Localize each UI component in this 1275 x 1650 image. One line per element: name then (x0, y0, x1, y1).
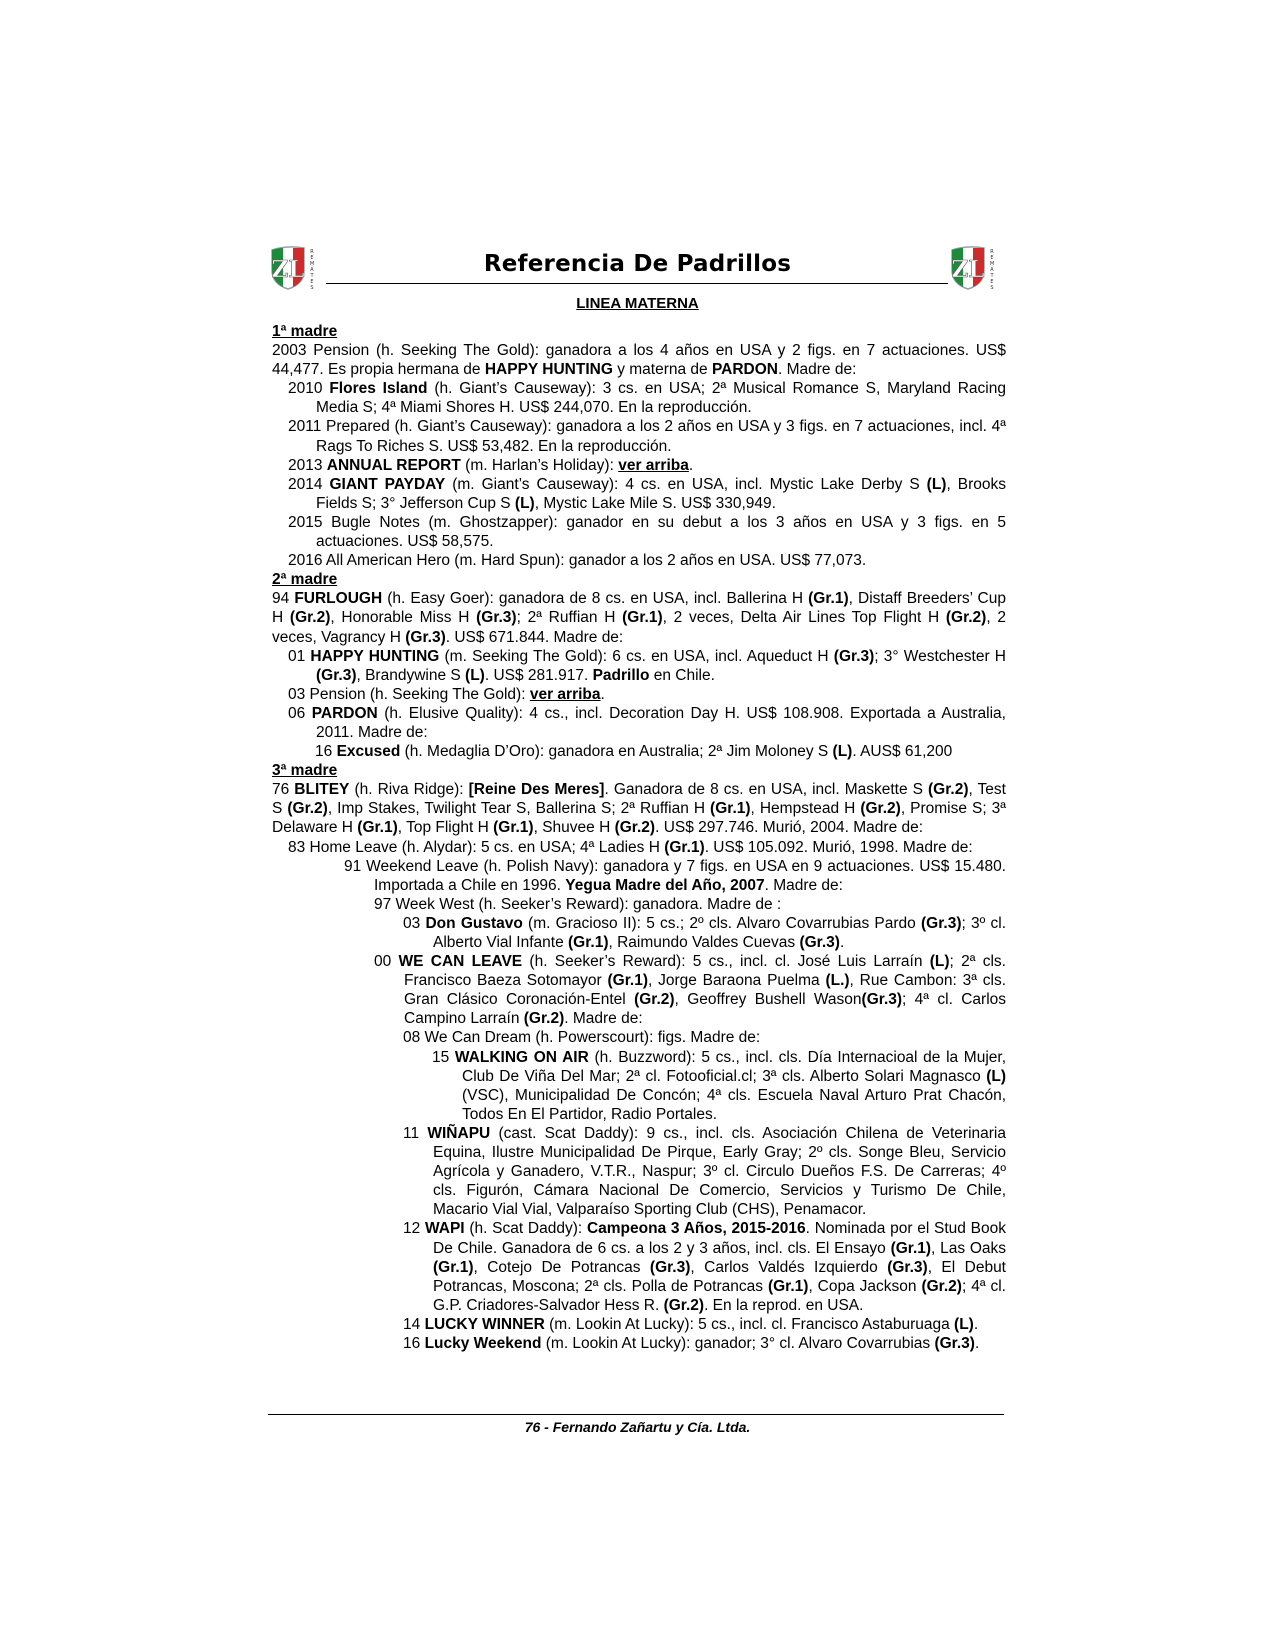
svg-text:R: R (990, 249, 994, 255)
pedigree-entry: 97 Week West (h. Seeker’s Reward): ganadora. Madre de : (374, 895, 782, 913)
pedigree-entry: 15 WALKING ON AIR (h. Buzzword): 5 cs., incl. cls. Día Internacioal de la Mujer, Club De Viña Del Mar; 2ª cl. Fotooficial.cl; 3ª cls. Alberto Solari Magnasco (L) (VSC), Municipalidad De Concón; 4ª cls. Escuela Naval Arturo Prat Chacón, Todos En El Partidor, Radio Portales. (432, 1048, 1006, 1123)
section-subtitle: LINEA MATERNA (576, 295, 699, 312)
svg-text:A: A (310, 267, 314, 273)
pedigree-entry: 2011 Prepared (h. Giant’s Causeway): ganadora a los 2 años en USA y 3 figs. en 7 actuaciones, incl. 4ª Rags To Riches S. US$ 53,482. En la reproducción. (288, 418, 1006, 455)
pedigree-entry: 83 Home Leave (h. Alydar): 5 cs. en USA; 4ª Ladies H (Gr.1). US$ 105.092. Murió, 1998. Madre de: (288, 838, 973, 856)
pedigree-entry: 14 LUCKY WINNER (m. Lookin At Lucky): 5 cs., incl. cl. Francisco Astaburuaga (L). (403, 1315, 979, 1333)
footer-divider (268, 1414, 1004, 1415)
svg-text:A: A (990, 267, 994, 273)
shield-logo-icon (950, 244, 998, 290)
pedigree-entry: 01 HAPPY HUNTING (m. Seeking The Gold): 6 cs. en USA, incl. Aqueduct H (Gr.3); 3° Westchester H (Gr.3), Brandywine S (L). US$ 281.917. Padrillo en Chile. (288, 647, 1006, 684)
page-footer: 76 - Fernando Zañartu y Cía. Ltda. (524, 1419, 751, 1435)
pedigree-content (272, 322, 1006, 1353)
svg-text:ZL: ZL (951, 256, 985, 283)
svg-text:E: E (310, 255, 314, 261)
section-heading: 2ª madre (272, 571, 338, 589)
pedigree-entry: 2014 GIANT PAYDAY (m. Giant’s Causeway): 4 cs. en USA, incl. Mystic Lake Derby S (L), Brooks Fields S; 3° Jefferson Cup S (L), Mystic Lake Mile S. US$ 330,949. (288, 475, 1006, 512)
pedigree-entry: 2010 Flores Island (h. Giant’s Causeway): 3 cs. en USA; 2ª Musical Romance S, Maryland Racing Media S; 4ª Miami Shores H. US$ 244,070. En la reproducción. (288, 380, 1006, 417)
pedigree-entry: 2003 Pension (h. Seeking The Gold): ganadora a los 4 años en USA y 2 figs. en 7 actuaciones. US$ 44,477. Es propia hermana de HAPPY HUNTING y materna de PARDON. Madre de: (272, 342, 1006, 379)
page-title: Referencia De Padrillos (483, 251, 792, 277)
pedigree-entry: 76 BLITEY (h. Riva Ridge): [Reine Des Meres]. Ganadora de 8 cs. en USA, incl. Maskette S (Gr.2), Test S (Gr.2), Imp Stakes, Twilight Tear S, Ballerina S; 2ª Ruffian H (Gr.1), Hempstead H (Gr.2), Promise S; 3ª Delaware H (Gr.1), Top Flight H (Gr.1), Shuvee H (Gr.2). US$ 297.746. Murió, 2004. Madre de: (272, 781, 1006, 837)
pedigree-entry: 08 We Can Dream (h. Powerscourt): figs. Madre de: (403, 1029, 761, 1047)
pedigree-entry: 11 WIÑAPU (cast. Scat Daddy): 9 cs., incl. cls. Asociación Chilena de Veterinaria Equina, Ilustre Municipalidad De Pirque, Early Gray; 2º cls. Songe Bleu, Servicio Agrícola y Ganadero, V.T.R., Naspur; 3º cl. Circulo Dueños F.S. De Carreras; 4º cls. Figurón, Cámara Nacional De Comercio, Servicios y Turismo De Chile, Macario Vial Vial, Valparaíso Sporting Club (CHS), Penamacor. (403, 1124, 1006, 1219)
title-divider (326, 283, 948, 284)
pedigree-entry: 94 FURLOUGH (h. Easy Goer): ganadora de 8 cs. en USA, incl. Ballerina H (Gr.1), Distaff Breeders’ Cup H (Gr.2), Honorable Miss H (Gr.3); 2ª Ruffian H (Gr.1), 2 veces, Delta Air Lines Top Flight H (Gr.2), 2 veces, Vagrancy H (Gr.3). US$ 671.844. Madre de: (272, 590, 1006, 646)
svg-text:ZL: ZL (271, 256, 305, 283)
svg-text:T: T (310, 273, 314, 279)
svg-text:M: M (309, 261, 315, 267)
section-heading: 3ª madre (272, 762, 338, 780)
pedigree-entry: 12 WAPI (h. Scat Daddy): Campeona 3 Años, 2015-2016. Nominada por el Stud Book De Chile. Ganadora de 6 cs. a los 2 y 3 años, incl. cls. El Ensayo (Gr.1), Las Oaks (Gr.1), Cotejo De Potrancas (Gr.3), Carlos Valdés Izquierdo (Gr.3), El Debut Potrancas, Moscona; 2ª cls. Polla de Potrancas (Gr.1), Copa Jackson (Gr.2); 4ª cl. G.P. Criadores-Salvador Hess R. (Gr.2). En la reprod. en USA. (403, 1220, 1007, 1314)
pedigree-entry: 91 Weekend Leave (h. Polish Navy): ganadora y 7 figs. en USA en 9 actuaciones. US$ 15.480. Importada a Chile en 1996. Yegua Madre del Año, 2007. Madre de: (344, 857, 1006, 894)
pedigree-entry: 2016 All American Hero (m. Hard Spun): ganador a los 2 años en USA. US$ 77,073. (288, 552, 867, 570)
pedigree-entry: 03 Pension (h. Seeking The Gold): ver arriba. (288, 685, 605, 703)
svg-text:R: R (310, 249, 314, 255)
pedigree-entry: 2013 ANNUAL REPORT (m. Harlan’s Holiday): ver arriba. (288, 456, 694, 474)
svg-text:S: S (990, 285, 994, 290)
svg-text:M: M (989, 261, 995, 267)
pedigree-entry: 16 Lucky Weekend (m. Lookin At Lucky): ganador; 3° cl. Alvaro Covarrubias (Gr.3). (403, 1334, 980, 1352)
pedigree-entry: 03 Don Gustavo (m. Gracioso II): 5 cs.; 2º cls. Alvaro Covarrubias Pardo (Gr.3); 3º cl. Alberto Vial Infante (Gr.1), Raimundo Valdes Cuevas (Gr.3). (403, 914, 1007, 951)
svg-text:T: T (990, 273, 994, 279)
svg-text:E: E (990, 255, 994, 261)
svg-text:S: S (310, 285, 314, 290)
section-heading: 1ª madre (272, 323, 338, 340)
pedigree-entry: 16 Excused (h. Medaglia D’Oro): ganadora en Australia; 2ª Jim Moloney S (L). AUS$ 61,200 (315, 743, 953, 761)
pedigree-entry: 00 WE CAN LEAVE (h. Seeker’s Reward): 5 cs., incl. cl. José Luis Larraín (L); 2ª cls. Francisco Baeza Sotomayor (Gr.1), Jorge Baraona Puelma (L.), Rue Cambon: 3ª cls. Gran Clásico Coronación-Entel (Gr.2), Geoffrey Bushell Wason(Gr.3); 4ª cl. Carlos Campino Larraín (Gr.2). Madre de: (374, 953, 1007, 1028)
svg-text:E: E (990, 279, 994, 285)
pedigree-entry: 2015 Bugle Notes (m. Ghostzapper): ganador en su debut a los 3 años en USA y 3 figs. en 5 actuaciones. US$ 58,575. (288, 513, 1006, 551)
svg-text:E: E (310, 279, 314, 285)
zl-remates-logo-right (950, 244, 998, 290)
pedigree-entry: 06 PARDON (h. Elusive Quality): 4 cs., incl. Decoration Day H. US$ 108.908. Exportada a Australia, 2011. Madre de: (288, 704, 1006, 741)
